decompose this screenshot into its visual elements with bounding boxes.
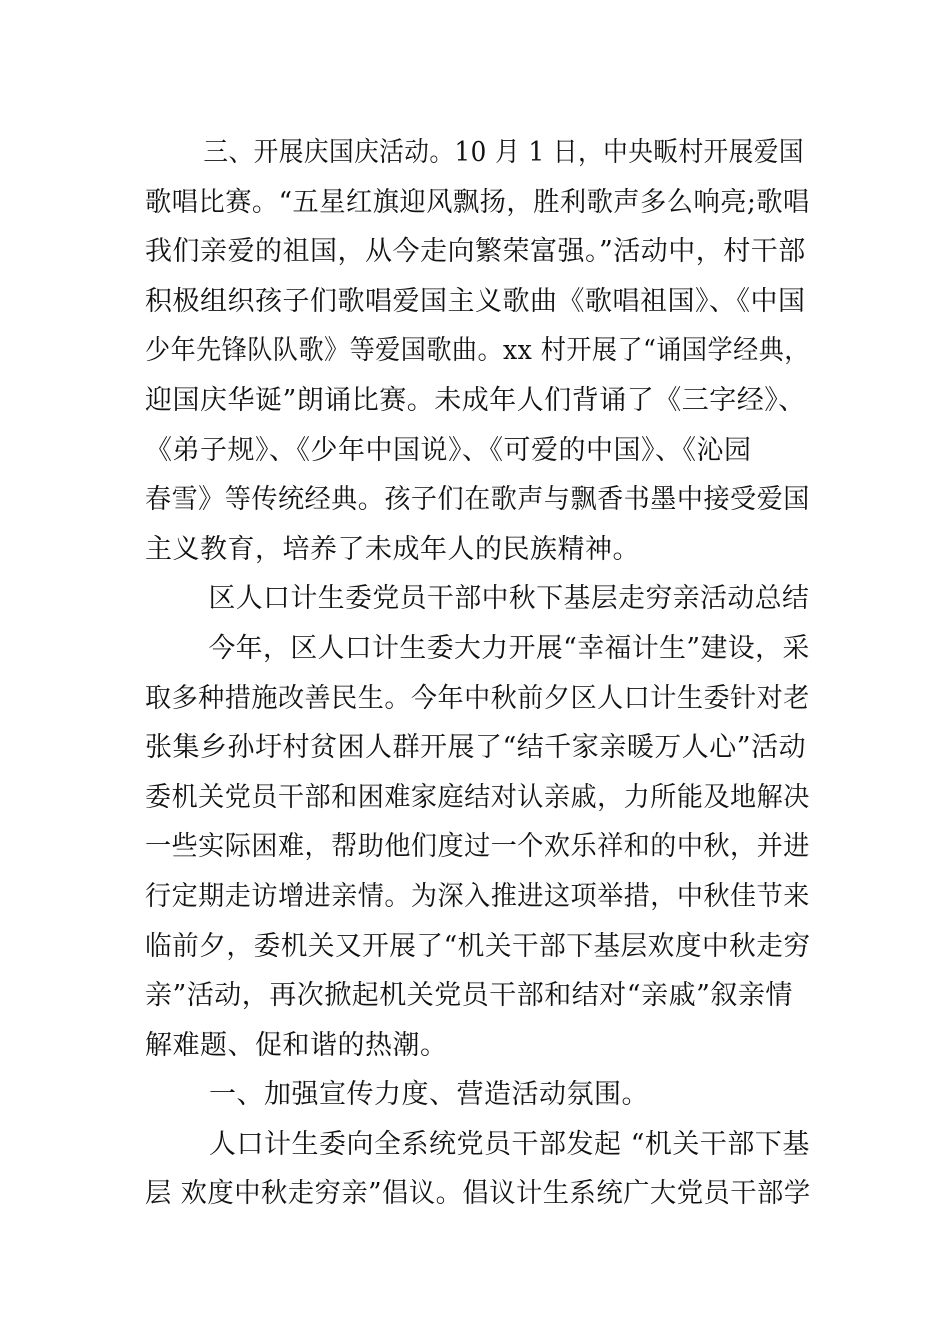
text-line: 取多种措施改善民生。今年中秋前夕区人口计生委针对老: [145, 682, 810, 714]
text-line: 主义教育，培养了未成年人的民族精神。: [145, 533, 640, 565]
text-line: 一、加强宣传力度、营造活动氛围。: [209, 1079, 649, 1111]
text-line: 歌唱比赛。“五星红旗迎风飘扬，胜利歌声多么响亮;歌唱: [145, 186, 810, 218]
text-line: 亲”活动，再次掀起机关党员干部和结对“亲戚”叙亲情: [145, 980, 793, 1012]
text-line: 《弟子规》、《少年中国说》、《可爱的中国》、《沁园: [145, 434, 752, 466]
text-line: 三、开展庆国庆活动。10 月 1 日，中央畈村开展爱国: [203, 137, 804, 168]
text-line: 一些实际困难，帮助他们度过一个欢乐祥和的中秋，并进: [145, 831, 810, 863]
document-body: [145, 128, 810, 1219]
text-line: 层 欢度中秋走穷亲”倡议。倡议计生系统广大党员干部学: [145, 1178, 811, 1210]
text-line: 临前夕，委机关又开展了“机关干部下基层欢度中秋走穷: [145, 930, 811, 962]
text-line: 委机关党员干部和困难家庭结对认亲戚，力所能及地解决: [145, 781, 810, 813]
text-line: 少年先锋队队歌》等爱国歌曲。xx 村开展了“诵国学经典，: [145, 335, 810, 367]
text-line: 解难题、促和谐的热潮。: [145, 1029, 448, 1061]
text-line: 张集乡孙圩村贫困人群开展了“结千家亲暖万人心”活动: [145, 732, 807, 764]
text-line: 区人口计生委党员干部中秋下基层走穷亲活动总结: [208, 583, 810, 615]
text-line: 行定期走访增进亲情。为深入推进这项举措，中秋佳节来: [145, 880, 810, 912]
text-line: 春雪》等传统经典。孩子们在歌声与飘香书墨中接受爱国: [145, 484, 810, 516]
text-line: 我们亲爱的祖国，从今走向繁荣富强。”活动中，村干部: [145, 236, 806, 268]
text-line: 今年，区人口计生委大力开展“幸福计生”建设，采: [208, 632, 810, 664]
text-line: 人口计生委向全系统党员干部发起 “机关干部下基: [209, 1128, 810, 1160]
text-line: 积极组织孩子们歌唱爱国主义歌曲《歌唱祖国》、《中国: [145, 285, 806, 317]
text-line: 迎国庆华诞”朗诵比赛。未成年人们背诵了《三字经》、: [145, 384, 806, 416]
